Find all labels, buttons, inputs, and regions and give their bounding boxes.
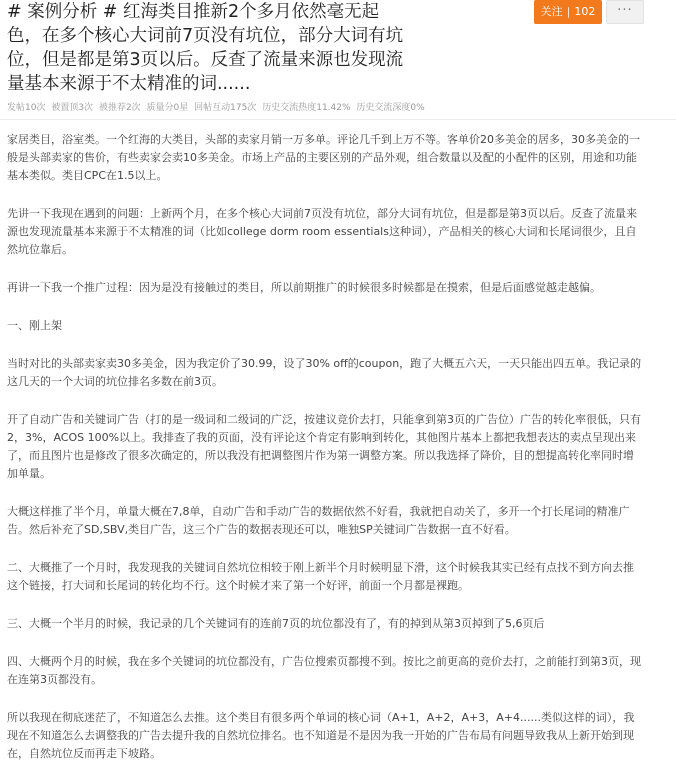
- divider: [0, 119, 676, 120]
- paragraph: 大概这样推了半个月，单量大概在7,8单，自动广告和手动广告的数据依然不好看，我就把自动关了，多开一个打长尾词的精准广告。然后补充了SD,SBV,类目广告，这三个广告的数据表现还可以，唯独SP关键词广告数据一直不好看。: [7, 505, 630, 536]
- stat-depth: 历史交流深度0%: [356, 103, 425, 113]
- more-options-button[interactable]: [606, 0, 644, 24]
- follow-button[interactable]: [534, 0, 602, 24]
- stat-recommended: 被推荐2次: [98, 103, 141, 113]
- author-stats: [7, 100, 428, 113]
- paragraph: 二、大概推了一个月时，我发现我的关键词自然坑位相较于刚上新半个月时候明显下滑，这个时候我其实已经有点找不到方向去推这个链接，打大词和长尾词的转化均不行。这个时候才来了第一个好评，前面一个月都是裸跑。: [7, 561, 634, 592]
- stat-pinned: 被置顶3次: [51, 103, 94, 113]
- stat-quality: 质量分0星: [146, 103, 189, 113]
- paragraph: 三、大概一个半月的时候，我记录的几个关键词有的连前7页的坑位都没有了，有的掉到从第3页掉到了5,6页后: [7, 617, 545, 630]
- stat-heat: 历史交流热度11.42%: [262, 103, 351, 113]
- post-body: [7, 131, 643, 783]
- follow-separator: |: [566, 5, 571, 18]
- follower-count: 102: [574, 5, 596, 18]
- paragraph: 所以我现在彻底迷茫了，不知道怎么去推。这个类目有很多两个单词的核心词（A+1，A+2，A+3，A+4......类似这样的词），我现在不知道怎么去调整我的广告去提升我的自然坑位排名。也不知道是不是因为我一开始的广告布局有问题导致我从上新开始到现在，自然坑位反而再走下坡路。: [7, 711, 635, 760]
- post-title: # 案例分析 # 红海类目推新2个多月依然毫无起色，在多个核心大词前7页没有坑位，部分大词有坑位，但是都是第3页以后。反查了流量来源也发现流量基本来源于不太精准的词......: [7, 2, 404, 94]
- paragraph: 家居类目，浴室类。一个红海的大类目，头部的卖家月销一万多单。评论几千到上万不等。客单价20多美金的居多，30多美金的一般是头部卖家的售价，有些卖家会卖10多美金。市场上产品的主要区别的产品外观，组合数量以及配的小配件的区别，用途和功能基本类似。类目CPC在1.5以上。: [7, 133, 640, 182]
- paragraph: 四、大概两个月的时候，我在多个关键词的坑位都没有，广告位搜索页都搜不到。按比之前更高的竞价去打，之前能打到第3页，现在连第3页都没有。: [7, 655, 641, 686]
- stat-posts: 发帖10次: [7, 103, 46, 113]
- stat-replies: 回帖互动175次: [194, 103, 257, 113]
- paragraph: 再讲一下我一个推广过程：因为是没有接触过的类目，所以前期推广的时候很多时候都是在摸索，但是后面感觉越走越偏。: [7, 281, 601, 294]
- paragraph: 开了自动广告和关键词广告（打的是一级词和二级词的广泛，按建议竞价去打，只能拿到第3页的广告位）广告的转化率很低，只有2，3%，ACOS 100%以上。我排查了我的页面，没有评论这个肯定有影响到转化，其他图片基本上都把我想表达的卖点呈现出来了，而且图片也是修改了很多次确定的，所以我没有把调整图片作为第一调整方案。所以我选择了降价，目的想提高转化率同时增加单量。: [7, 413, 641, 480]
- ellipsis-icon: ···: [617, 3, 633, 18]
- section-heading: 一、刚上架: [7, 319, 62, 332]
- follow-label: 关注: [540, 5, 563, 18]
- paragraph: 先讲一下我现在遇到的问题：上新两个月，在多个核心大词前7页没有坑位，部分大词有坑位，但是都是第3页以后。反查了流量来源也发现流量基本来源于不太精准的词（比如college dorm room essentials这种词），产品相关的核心大词和长尾词很少，且自然坑位靠后。: [7, 207, 637, 256]
- paragraph: 当时对比的头部卖家卖30多美金，因为我定价了30.99，设了30% off的coupon，跑了大概五六天，一天只能出四五单。我记录的这几天的一个大词的坑位排名多数在前3页。: [7, 357, 642, 388]
